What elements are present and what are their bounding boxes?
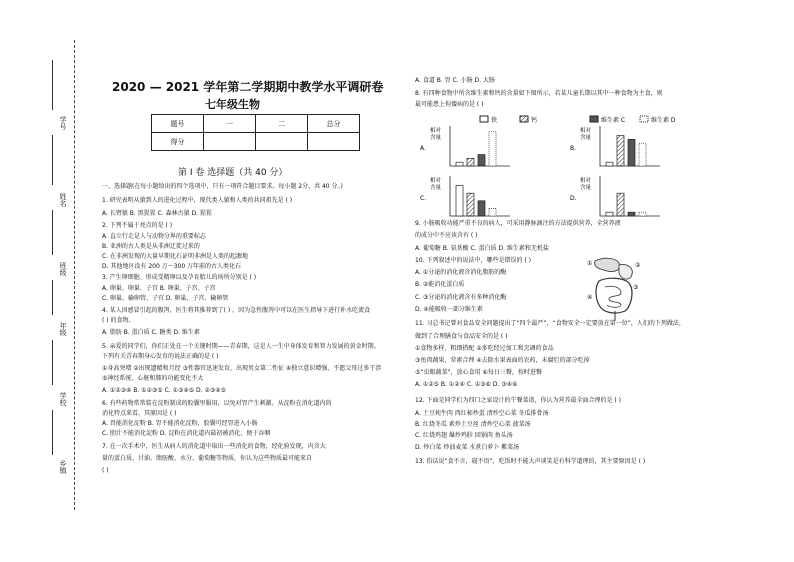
- question-line: C. 在非洲发现的大量早期化石证明非洲是人类的起源地: [102, 253, 249, 260]
- score-header-cell: 题号: [152, 115, 204, 133]
- bar-维生素C: [478, 155, 485, 166]
- chart-option-label: A.: [420, 145, 426, 152]
- score-header-cell: 总分: [308, 115, 360, 133]
- question-line: A. 长臂猿 B. 黑猩猩 C. 森林古猿 D. 猩猩: [102, 210, 212, 217]
- bar-维生素D: [489, 208, 496, 216]
- question-line: A. ①分泌的消化液含消化脂肪的酶: [415, 269, 507, 276]
- question-line: 1. 研究表明从猿到人的进化过程中，现代类人猿和人类的共同祖先是 ( ): [102, 197, 293, 204]
- chart-ylabel: 含量: [430, 185, 442, 191]
- question-line: 5. 亲爱的同学们，你们正处在一个关键时期——青春期，这是人一生中身体发育和智力发展的黄金时期。: [102, 343, 380, 350]
- question-line: D. ④能吸收一部分维生素: [415, 306, 483, 313]
- question-line: A. 脂肪 B. 蛋白质 C. 糖类 D. 维生素: [102, 329, 200, 336]
- exam-subtitle: 七年级生物: [205, 98, 260, 111]
- question-line: C. 红烧鸡翅 爆炒鸡胗 回锅肉 鱼头汤: [415, 432, 513, 439]
- chart-ylabel: 相对: [430, 128, 442, 134]
- question-line: A. 葡萄糖 B. 氨基酸 C. 蛋白质 D. 维生素和无机盐: [415, 245, 549, 252]
- diagram-label: ①: [587, 260, 593, 267]
- chart-ylabel: 含量: [580, 185, 592, 191]
- bar-chart-b: [570, 122, 680, 174]
- binding-underline: [52, 135, 53, 185]
- question-line: 11. 习总书记曾对食品安全问题提出了“四个最严”，“食物安全一定要放在第一位”，人们的下列做法，: [415, 320, 685, 327]
- question-line: C. 卵巢、输卵管、子宫 D. 卵巢、子宫、输卵管: [102, 295, 229, 302]
- bar-chart-c: [420, 172, 530, 224]
- small-intestine-shape: [605, 286, 621, 307]
- question-line: 一、选择题(在每小题给出的四个选项中，只有一项符合题目要求。每小题 2分，共 40 分。): [102, 183, 343, 190]
- question-line: 做到了合理膳食与食品安全的是 ( ): [415, 333, 508, 340]
- score-cell[interactable]: [256, 133, 308, 151]
- bar-chart-svg: [570, 172, 680, 220]
- question-line: 下列有关青春期身心发育的说法正确的是 ( ): [102, 353, 219, 360]
- bar-维生素D: [489, 132, 496, 166]
- bar-维生素C: [628, 212, 635, 216]
- binding-underline: [52, 280, 53, 315]
- bar-chart-svg: [420, 172, 530, 220]
- binding-field-student-id: 学号: [59, 116, 67, 130]
- diagram-label: ④: [587, 294, 593, 301]
- stomach-shape: [619, 265, 632, 279]
- binding-underline: [52, 340, 53, 385]
- question-line: A. 土豆炖牛肉 西红柿炒蛋 清炒空心菜 冬瓜排骨汤: [415, 410, 549, 417]
- question-line: 4. 某人因感冒引起的腹泻，医生将其推荐到了( ) ，因为急性腹泻中可以在医生指导下进行补水吃流食: [102, 307, 371, 314]
- chart-ylabel: 相对: [580, 128, 592, 134]
- question-line: C. ③分泌的消化液含有多种消化酶: [415, 294, 507, 301]
- chart-ylabel: 相对: [580, 178, 592, 184]
- bar-铁: [606, 212, 613, 216]
- question-line: ①食物多样，粗细搭配 ②多吃经过加工和烹调的食品: [415, 345, 554, 352]
- chart-option-label: D.: [570, 195, 577, 202]
- liver-shape: [595, 258, 620, 271]
- question-line: 消化特点来看，其原因是 ( ): [102, 410, 177, 417]
- bar-钙: [617, 136, 624, 166]
- binding-field-name: 姓名: [59, 193, 67, 207]
- question-line: 最可能患上佝偻病的是 ( ): [415, 101, 484, 108]
- question-line: A. 直立行走是人与动物分界的重要标志: [102, 233, 206, 240]
- question-line: 8. 有四种食物中所含维生素和钙的含量如下图所示，若某儿童长期以其中一种食物为主食，则: [415, 90, 663, 97]
- question-line: 3. 产生卵细胞、形成受精卵以及孕育胎儿的场所分别是 ( ): [102, 274, 257, 281]
- question-line: 10. 下列叙述中的说法中，哪些是错误的 ( ): [415, 257, 531, 264]
- question-line: A. ①②⑤ B. ①②④ C. ①③⑥ D. ③④⑥: [415, 381, 518, 388]
- bar-维生素D: [639, 143, 646, 166]
- question-line: B. 红烧冬瓜 素炒土豆丝 清炒空心菜 菠菜汤: [415, 421, 531, 428]
- bar-chart-a: [420, 122, 530, 174]
- large-intestine-shape: [596, 278, 632, 313]
- bar-铁: [456, 186, 463, 216]
- binding-field-town: 乡镇: [59, 460, 67, 474]
- score-row-label: 得分: [152, 133, 204, 151]
- diagram-label: ③: [633, 284, 639, 291]
- legend-label: 铁: [491, 117, 498, 124]
- question-line: A. ①②③④ B. ①②③⑤ C. ①③④⑤ D. ②③④⑤: [102, 387, 226, 394]
- binding-field-school: 学校: [59, 392, 67, 406]
- score-table: [151, 114, 360, 151]
- chart-ylabel: 相对: [430, 178, 442, 184]
- question-line: 12. 下面是同学们为四口之家设计的午餐菜谱，你认为营养最全面合理的是 ( ): [415, 397, 621, 404]
- bar-chart-svg: [420, 122, 530, 170]
- question-line: ①身高突增 ②出现遗精和月经 ③性器官迅速发育，出现男女第二性征 ④独立意识增强，不愿父母过多干涉: [102, 365, 382, 372]
- question-line: B. 亚洲的古人类是从非洲迁徙过来的: [102, 243, 200, 250]
- legend-label: 维生素 C: [601, 117, 626, 124]
- bar-铁: [606, 162, 613, 166]
- bar-chart-svg: [570, 122, 680, 170]
- chart-option-label: C.: [420, 195, 427, 202]
- question-line: 9. 小肠吸收功能严重不良的病人，可采用静脉滴注的方法提供营养，全营养液: [415, 220, 621, 227]
- question-line: C. 胆汁不能消化淀粉 D. 淀粉在消化道内最初被消化，便于吞咽: [102, 430, 271, 437]
- question-line: 量的蛋白质、甘油、脂肪酸、水分、葡萄糖等物质，你认为这些物质最可能来自: [102, 455, 313, 462]
- section-title: 第 I 卷 选择题（共 40 分）: [178, 168, 288, 178]
- question-line: 7. 在一次手术中，医生从病人的消化道中取出一些消化的食物，经化验发现，内含大: [102, 443, 326, 450]
- bar-维生素D: [639, 212, 646, 216]
- chart-ylabel: 含量: [580, 135, 592, 141]
- question-line: D. 其他地区没有 200 万～300 万年前的古人类化石: [102, 263, 242, 270]
- question-line: 13. 俗话说“食不言，寝不语”，吃饭时不能大声谈笑是有科学道理的，其主要原因是 ( ): [415, 458, 646, 465]
- question-line: A. 胃能消化淀粉 B. 胃不能消化淀粉，胶囊可经胃进入小肠: [102, 420, 258, 427]
- question-line: A. 食道 B. 胃 C. 小肠 D. 大肠: [415, 77, 495, 84]
- score-cell[interactable]: [308, 133, 360, 151]
- legend-label: 钙: [531, 117, 538, 124]
- question-line: ③鱼肉蔬果，荤素合理 ④去除水果表面的农药，未腐烂的部分吃掉: [415, 357, 590, 364]
- question-line: A. 卵巢、卵巢、子宫 B. 卵巢、子宫、子宫: [102, 285, 216, 292]
- score-header-cell: 一: [204, 115, 256, 133]
- question-line: 2. 下列不属于亮点的是 ( ): [102, 222, 173, 229]
- binding-cut-line: [74, 40, 75, 510]
- diagram-label: ②: [635, 262, 641, 269]
- bar-维生素C: [628, 139, 635, 166]
- question-line: ⑤神经系统、心脏和肺的功能变化不大: [102, 375, 204, 382]
- chart-ylabel: 含量: [430, 135, 442, 141]
- chart-option-label: B.: [570, 145, 577, 152]
- question-line: ( ) 的食物。: [102, 317, 135, 324]
- bar-钙: [467, 193, 474, 216]
- question-line: ( ): [102, 467, 109, 474]
- question-line: ⑤“虫眼蔬菜”，放心食用 ⑥每日三餐，按时进餐: [415, 369, 542, 376]
- binding-field-grade: 年级: [59, 322, 67, 336]
- binding-underline: [52, 210, 53, 255]
- binding-field-class: 班级: [59, 262, 67, 276]
- question-line: B. ②能消化蛋白质: [415, 281, 465, 288]
- bar-钙: [617, 193, 624, 216]
- binding-underline: [52, 410, 53, 455]
- question-line: D. 炒白菜 炒油麦菜 水煮白萝卜 紫菜汤: [415, 444, 520, 451]
- digestive-system-diagram: [585, 255, 645, 325]
- question-line: 的成分中不应该含有 ( ): [415, 232, 478, 239]
- question-line: 6. 有些药物常常装在淀粉制成的胶囊里服用，以免对胃产生刺激。从淀粉在消化道内的: [102, 400, 332, 407]
- score-header-cell: 二: [256, 115, 308, 133]
- chart-axes: [600, 176, 660, 216]
- score-cell[interactable]: [204, 133, 256, 151]
- bar-chart-d: [570, 172, 680, 224]
- bar-铁: [456, 162, 463, 166]
- bar-钙: [467, 158, 474, 166]
- exam-title: 2020 — 2021 学年第二学期期中教学水平调研卷: [112, 80, 384, 94]
- bar-维生素C: [478, 201, 485, 216]
- digestive-system-svg: [585, 255, 645, 325]
- binding-underline: [52, 60, 53, 110]
- legend-label: 维生素 D: [651, 117, 676, 124]
